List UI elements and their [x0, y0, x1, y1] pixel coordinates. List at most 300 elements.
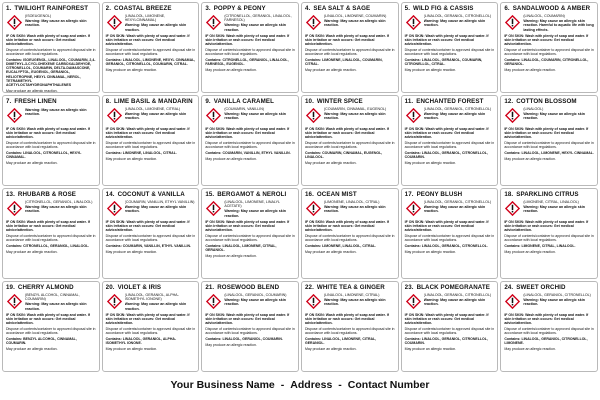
- label-dispose: Dispose of contents/container to approved disposal site in accordance with local regulations.: [504, 327, 594, 336]
- label-allergic-note: May produce an allergic reaction.: [404, 346, 457, 351]
- label-dispose: Dispose of contents/container to approved disposal site in accordance with local regulations.: [105, 48, 196, 57]
- label-grid: [2, 2, 598, 372]
- label-chemicals: (LINALOOL, LIMONENE, HEXYLCINNAMAL): [124, 14, 166, 23]
- label-title-row: [6, 284, 96, 292]
- label-card: [2, 188, 100, 279]
- label-contains: Contains: LINALOOL, LIMONENE, CITRAL, GERANIOL.: [205, 243, 277, 253]
- label-title-row: [6, 98, 96, 106]
- label-contains: Contains: LINALOOL, GERANIOL, COUMARIN, CITRONELLOL, CITRAL.: [404, 57, 483, 67]
- label-warning: Warning: May cause an allergic skin reaction.: [124, 205, 187, 214]
- label-header: [305, 14, 395, 32]
- label-chemicals: (COUMARIN, VANILLIN): [224, 107, 264, 111]
- label-number: 17.: [404, 191, 414, 198]
- label-chemicals: (COUMARIN, CINNAMAL, EUGENOL): [323, 107, 387, 111]
- label-hazard-summary: [125, 200, 196, 218]
- label-hazard-summary: [125, 107, 196, 125]
- label-allergic-note: May produce an allergic reaction.: [205, 156, 257, 161]
- label-header: [305, 107, 395, 125]
- ghs-exclamation-icon: [6, 293, 23, 310]
- label-header: [106, 14, 196, 32]
- label-title: VIOLET & IRIS: [117, 284, 162, 291]
- label-card: [201, 95, 299, 186]
- label-card: [201, 188, 299, 279]
- label-header: [504, 200, 594, 218]
- label-contains: Contains: LINALOOL, GERANIOL, COUMARIN.: [205, 336, 283, 341]
- label-title: SWEET ORCHID: [516, 284, 566, 291]
- label-warning: Warning: May cause an allergic skin reaction.: [423, 19, 486, 28]
- label-header: [504, 107, 594, 125]
- label-skin-instructions: IF ON SKIN: Wash with plenty of soap and water. If skin irritation or rash occurs: Get medical advice/attention.: [6, 220, 90, 233]
- label-allergic-note: May produce an allergic reaction.: [404, 67, 457, 72]
- label-card: [301, 188, 399, 279]
- label-hazard-summary: [324, 14, 395, 32]
- footer-separator: -: [338, 379, 342, 391]
- label-number: 9.: [205, 98, 211, 105]
- footer-business-line: [0, 374, 600, 396]
- label-title-row: [405, 191, 495, 199]
- label-title-row: [305, 98, 395, 106]
- label-warning: Warning: May cause an allergic skin reaction.: [423, 112, 486, 121]
- label-title-row: [106, 5, 196, 13]
- label-dispose: Dispose of contents/container to approved disposal site in accordance with local regulations.: [504, 141, 594, 150]
- label-dispose: Dispose of contents/container to approved disposal site in accordance with local regulations.: [404, 327, 495, 336]
- label-number: 21.: [205, 284, 215, 291]
- label-chemicals: (LINALOOL, GERANIOL, COUMARIN): [224, 293, 287, 297]
- ghs-exclamation-icon: [504, 14, 521, 31]
- label-hazard-summary: [125, 293, 196, 311]
- label-card: [500, 281, 598, 372]
- ghs-exclamation-icon: [405, 200, 422, 217]
- label-allergic-note: May produce an allergic reaction.: [6, 88, 58, 93]
- label-header: [205, 14, 295, 32]
- label-title: OCEAN MIST: [316, 191, 357, 198]
- label-title: BERGAMOT & NEROLI: [217, 191, 287, 198]
- label-number: 23.: [404, 284, 414, 291]
- label-skin-instructions: IF ON SKIN: Wash with plenty of soap and water. If skin irritation or rash occurs: Get medical advice/attention.: [404, 313, 489, 326]
- label-title: VANILLA CARAMEL: [213, 98, 274, 105]
- label-title: COTTON BLOSSOM: [516, 98, 577, 105]
- label-title: FRESH LINEN: [14, 98, 57, 105]
- label-title-row: [6, 191, 96, 199]
- label-number: 20.: [105, 284, 115, 291]
- label-title: WILD FIG & CASSIS: [413, 5, 474, 12]
- label-hazard-summary: [224, 107, 295, 125]
- ghs-exclamation-icon: [205, 107, 222, 124]
- label-dispose: Dispose of contents/container to approved disposal site in accordance with local regulations.: [404, 48, 495, 57]
- label-body: [504, 34, 594, 72]
- label-hazard-summary: [25, 293, 96, 311]
- label-number: 2.: [105, 5, 112, 12]
- label-card: [102, 281, 200, 372]
- label-title-row: [405, 284, 495, 292]
- label-dispose: Dispose of contents/container to approved disposal site in accordance with local regulations.: [304, 141, 395, 150]
- label-title-row: [305, 5, 395, 13]
- label-allergic-note: May produce an allergic reaction.: [205, 253, 257, 258]
- label-warning: Warning: May cause an allergic skin reaction.: [224, 298, 286, 307]
- label-header: [6, 293, 96, 311]
- ghs-exclamation-icon: [504, 293, 521, 310]
- label-skin-instructions: IF ON SKIN: Wash with plenty of soap and water. If skin irritation or rash occurs: Get medical advice/attention.: [404, 34, 489, 47]
- label-header: [205, 200, 295, 218]
- label-title-row: [405, 5, 495, 13]
- label-skin-instructions: IF ON SKIN: Wash with plenty of soap and water. If skin irritation or rash occurs: Get medical advice/attention.: [205, 127, 290, 140]
- label-skin-instructions: IF ON SKIN: Wash with plenty of soap and water. If skin irritation or rash occurs: Get medical advice/attention.: [504, 34, 589, 47]
- label-title: LIME BASIL & MANDARIN: [114, 98, 193, 105]
- label-header: [405, 107, 495, 125]
- label-number: 1.: [6, 5, 12, 12]
- label-dispose: Dispose of contents/container to approved disposal site in accordance with local regulations.: [105, 141, 196, 150]
- label-hazard-summary: [424, 14, 495, 32]
- label-chemicals: (LINALOOL, GERANIOL, CITRONELLOL): [423, 293, 492, 297]
- label-allergic-note: May produce an allergic reaction.: [304, 249, 357, 254]
- label-number: 19.: [6, 284, 15, 291]
- label-warning: Warning: May cause an allergic skin reaction. Harmful to aquatic life with long lasting effects.: [523, 19, 594, 32]
- label-skin-instructions: IF ON SKIN: Wash with plenty of soap and water. If skin irritation or rash occurs: Get medical advice/attention.: [304, 220, 389, 233]
- label-number: 12.: [504, 98, 514, 105]
- label-title-row: [205, 5, 295, 13]
- label-card: [102, 2, 200, 93]
- label-contains: Contains: COUMARIN, VANILLIN, ETHYL VANILLIN.: [205, 150, 291, 155]
- label-skin-instructions: IF ON SKIN: Wash with plenty of soap and water. If skin irritation or rash occurs: Get medical advice/attention.: [6, 127, 90, 140]
- label-skin-instructions: IF ON SKIN: Wash with plenty of soap and water. If skin irritation or rash occurs: Get medical advice/attention.: [404, 220, 489, 233]
- label-skin-instructions: IF ON SKIN: Wash with plenty of soap and water. If skin irritation or rash occurs: Get medical advice/attention.: [105, 34, 190, 47]
- label-header: [205, 107, 295, 125]
- label-header: [305, 293, 395, 311]
- label-card: [500, 188, 598, 279]
- ghs-exclamation-icon: [205, 200, 222, 217]
- label-header: [106, 293, 196, 311]
- label-card: [201, 2, 299, 93]
- label-header: [504, 293, 594, 311]
- label-hazard-summary: [25, 14, 96, 32]
- ghs-exclamation-icon: [6, 200, 23, 217]
- label-contains: Contains: LINALOOL, GERANIOL, CITRONELLOL.: [404, 243, 488, 248]
- label-header: [405, 200, 495, 218]
- label-chemicals: (COUMARIN, VANILLIN, ETHYL VANILLIN): [124, 200, 195, 204]
- label-allergic-note: May produce an allergic reaction.: [105, 67, 158, 72]
- label-dispose: Dispose of contents/container to approved disposal site in accordance with local regulations.: [105, 327, 196, 336]
- label-allergic-note: May produce an allergic reaction.: [6, 160, 58, 165]
- label-allergic-note: May produce an allergic reaction.: [404, 160, 457, 165]
- label-title: SEA SALT & SAGE: [313, 5, 371, 12]
- ghs-exclamation-icon: [106, 200, 123, 217]
- label-title-row: [405, 98, 495, 106]
- label-warning: Warning: May cause an allergic skin reaction.: [323, 205, 386, 214]
- label-chemicals: (LINALOOL, LIMONENE, LINALYL ACETATE): [224, 200, 280, 209]
- footer-business-name: Your Business Name: [170, 379, 275, 391]
- label-chemicals: (LINALOOL): [523, 107, 544, 111]
- ghs-exclamation-icon: [305, 107, 322, 124]
- label-body: [305, 220, 395, 254]
- label-dispose: Dispose of contents/container to approved disposal site in accordance with local regulations.: [6, 327, 96, 336]
- label-chemicals: (CITRONELLOL, GERANIOL, LINALOOL, FARNESOL): [224, 14, 292, 23]
- label-card: [2, 95, 100, 186]
- label-number: 7.: [6, 98, 12, 105]
- label-contains: Contains: LINALOOL, GERANIOL, ALPHA-ISOMETHYL IONONE.: [105, 336, 177, 346]
- label-warning: Warning: May cause an allergic skin reaction.: [224, 112, 286, 121]
- label-warning: Warning: May cause an allergic skin reaction.: [25, 108, 87, 117]
- label-body: [106, 313, 196, 351]
- label-card: [2, 2, 100, 93]
- label-contains: Contains: LINALOOL, LIMONENE, HEXYL CINNAMAL, GERANIOL, CITRONELLOL, COUMARIN, CITRAL.: [105, 57, 196, 67]
- label-header: [6, 107, 96, 125]
- label-card: [301, 95, 399, 186]
- label-body: [205, 127, 295, 161]
- label-title: WINTER SPICE: [316, 98, 363, 105]
- label-dispose: Dispose of contents/container to approved disposal site in accordance with local regulations.: [6, 48, 96, 57]
- label-card: [102, 95, 200, 186]
- label-contains: Contains: COUMARIN, CINNAMAL, EUGENOL, LINALOOL.: [304, 150, 383, 160]
- label-skin-instructions: IF ON SKIN: Wash with plenty of soap and water. If skin irritation or rash occurs: Get medical advice/attention.: [6, 34, 90, 47]
- label-title: ENCHANTED FOREST: [416, 98, 484, 105]
- ghs-exclamation-icon: [106, 293, 123, 310]
- label-hazard-summary: [224, 200, 295, 218]
- label-number: 24.: [504, 284, 514, 291]
- label-body: [305, 313, 395, 351]
- label-contains: Contains: LINALOOL, COUMARIN, CITRONELLOL, GERANIOL.: [504, 57, 589, 67]
- label-hazard-summary: [125, 14, 196, 32]
- label-body: [205, 220, 295, 258]
- ghs-exclamation-icon: [405, 293, 422, 310]
- label-chemicals: (CITRONELLOL, GERANIOL, LINALOOL): [25, 200, 93, 204]
- label-title-row: [504, 191, 594, 199]
- label-number: 11.: [404, 98, 414, 105]
- label-title-row: [205, 98, 295, 106]
- label-allergic-note: May produce an allergic reaction.: [304, 160, 357, 165]
- label-skin-instructions: IF ON SKIN: Wash with plenty of soap and water. If skin irritation or rash occurs: Get medical advice/attention.: [504, 127, 589, 140]
- label-dispose: Dispose of contents/container to approved disposal site in accordance with local regulations.: [205, 48, 295, 57]
- label-skin-instructions: IF ON SKIN: Wash with plenty of soap and water. If skin irritation or rash occurs: Get medical advice/attention.: [304, 313, 389, 326]
- label-body: [106, 34, 196, 72]
- label-header: [6, 14, 96, 32]
- label-title: BLACK POMEGRANATE: [416, 284, 490, 291]
- label-allergic-note: May produce an allergic reaction.: [304, 67, 357, 72]
- label-body: [6, 34, 96, 93]
- label-number: 8.: [105, 98, 112, 105]
- label-dispose: Dispose of contents/container to approved disposal site in accordance with local regulations.: [205, 141, 295, 150]
- label-title: SPARKLING CITRUS: [516, 191, 579, 198]
- label-card: [401, 281, 499, 372]
- label-body: [106, 127, 196, 161]
- label-contains: Contains: BENZYL ALCOHOL, CINNAMAL, COUMARIN.: [6, 336, 77, 346]
- label-card: [500, 95, 598, 186]
- label-contains: Contains: LINALOOL, GERANIOL, CITRONELLOL, LIMONENE.: [504, 336, 588, 346]
- label-hazard-summary: [424, 107, 495, 125]
- footer-separator: -: [280, 379, 285, 391]
- label-dispose: Dispose of contents/container to approved disposal site in accordance with local regulations.: [105, 234, 196, 243]
- label-body: [205, 34, 295, 72]
- label-hazard-summary: [324, 107, 395, 125]
- label-body: [405, 127, 495, 165]
- label-header: [106, 107, 196, 125]
- label-skin-instructions: IF ON SKIN: Wash with plenty of soap and water. If skin irritation or rash occurs: Get medical advice/attention.: [304, 34, 389, 47]
- label-allergic-note: May produce an allergic reaction.: [205, 67, 257, 72]
- label-header: [405, 14, 495, 32]
- label-warning: Warning: May cause an allergic skin reaction.: [124, 302, 187, 311]
- label-contains: Contains: LINALOOL, CITRONELLOL, HEXYL CINNAMAL.: [6, 150, 82, 160]
- label-contains: Contains: LIMONENE, LINALOOL, CITRAL.: [304, 243, 377, 248]
- label-warning: Warning: May cause an allergic skin reaction.: [523, 298, 585, 307]
- label-allergic-note: May produce an allergic reaction.: [6, 346, 58, 351]
- label-allergic-note: May produce an allergic reaction.: [504, 67, 556, 72]
- label-body: [305, 34, 395, 72]
- label-header: [6, 200, 96, 218]
- label-warning: Warning: May cause an allergic skin reaction.: [224, 209, 286, 218]
- label-number: 16.: [304, 191, 314, 198]
- label-warning: Warning: May cause an allergic skin reaction.: [25, 19, 87, 28]
- ghs-exclamation-icon: [6, 107, 23, 124]
- label-warning: Warning: May cause an allergic skin reaction.: [523, 112, 585, 121]
- label-title-row: [504, 5, 594, 13]
- label-title: WHITE TEA & GINGER: [316, 284, 385, 291]
- label-card: [401, 188, 499, 279]
- label-number: 3.: [205, 5, 211, 12]
- label-dispose: Dispose of contents/container to approved disposal site in accordance with local regulations.: [205, 234, 295, 243]
- label-contains: Contains: LINALOOL, GERANIOL, CITRONELLOL, COUMARIN.: [404, 336, 488, 346]
- label-dispose: Dispose of contents/container to approved disposal site in accordance with local regulations.: [205, 327, 295, 336]
- ghs-exclamation-icon: [305, 200, 322, 217]
- label-title: SANDALWOOD & AMBER: [512, 5, 591, 12]
- label-body: [106, 220, 196, 254]
- label-chemicals: (LINALOOL, LIMONENE, COUMARIN): [323, 14, 387, 18]
- label-contains: Contains: LIMONENE, LINALOOL, CITRAL.: [105, 150, 177, 155]
- ghs-exclamation-icon: [504, 200, 521, 217]
- label-number: 14.: [105, 191, 115, 198]
- label-skin-instructions: IF ON SKIN: Wash with plenty of soap and water. If skin irritation or rash occurs: Get medical advice/attention.: [304, 127, 389, 140]
- label-title: CHERRY ALMOND: [17, 284, 74, 291]
- label-dispose: Dispose of contents/container to approved disposal site in accordance with local regulations.: [304, 234, 395, 243]
- label-title: COASTAL BREEZE: [114, 5, 172, 12]
- label-contains: Contains: LIMONENE, CITRAL, LINALOOL.: [504, 243, 576, 248]
- label-chemicals: (LINALOOL, GERANIOL, CITRONELLOL): [423, 14, 492, 18]
- ghs-exclamation-icon: [6, 14, 23, 31]
- label-title-row: [205, 284, 295, 292]
- label-body: [504, 127, 594, 161]
- label-title-row: [106, 191, 196, 199]
- label-warning: Warning: May cause an allergic skin reaction.: [224, 23, 286, 32]
- ghs-exclamation-icon: [106, 14, 123, 31]
- label-title-row: [305, 191, 395, 199]
- label-chemicals: (LINALOOL, GERANIOL, CITRONELLOL): [523, 293, 591, 297]
- label-contains: Contains: CITRONELLOL, GERANIOL, LINALOOL, FARNESOL, EUGENOL.: [205, 57, 289, 67]
- label-hazard-summary: [324, 293, 395, 311]
- label-body: [405, 220, 495, 254]
- label-body: [405, 313, 495, 351]
- label-chemicals: (LINALOOL, COUMARIN): [523, 14, 565, 18]
- label-body: [6, 313, 96, 351]
- footer-address: Address: [290, 379, 333, 391]
- label-warning: Warning: May cause an allergic skin reaction.: [124, 23, 187, 32]
- ghs-exclamation-icon: [205, 293, 222, 310]
- label-skin-instructions: IF ON SKIN: Wash with plenty of soap and water. If skin irritation or rash occurs: Get medical advice/attention.: [105, 220, 190, 233]
- label-hazard-summary: [224, 14, 295, 32]
- label-body: [205, 313, 295, 347]
- label-warning: Warning: May cause an allergic skin reaction.: [25, 205, 87, 214]
- ghs-exclamation-icon: [106, 107, 123, 124]
- label-dispose: Dispose of contents/container to approved disposal site in accordance with local regulations.: [304, 327, 395, 336]
- label-dispose: Dispose of contents/container to approved disposal site in accordance with local regulations.: [404, 141, 495, 150]
- label-title-row: [106, 98, 196, 106]
- label-warning: Warning: May cause an allergic skin reaction.: [423, 298, 486, 307]
- ghs-exclamation-icon: [405, 14, 422, 31]
- label-warning: Warning: May cause an allergic skin reaction.: [323, 19, 386, 28]
- label-number: 18.: [504, 191, 514, 198]
- label-card: [301, 2, 399, 93]
- label-card: [301, 281, 399, 372]
- label-title-row: [504, 284, 594, 292]
- label-number: 10.: [304, 98, 314, 105]
- label-skin-instructions: IF ON SKIN: Wash with plenty of soap and water. If skin irritation or rash occurs: Get medical advice/attention.: [6, 313, 90, 326]
- label-skin-instructions: IF ON SKIN: Wash with plenty of soap and water. If skin irritation or rash occurs: Get medical advice/attention.: [105, 313, 190, 326]
- ghs-exclamation-icon: [305, 14, 322, 31]
- label-contains: Contains: LINALOOL, LIMONENE, CITRAL, GERANIOL.: [304, 336, 377, 346]
- label-allergic-note: May produce an allergic reaction.: [504, 156, 556, 161]
- label-contains: Contains: COUMARIN, VANILLIN, ETHYL VANILLIN.: [105, 243, 192, 248]
- label-card: [401, 2, 499, 93]
- label-card: [401, 95, 499, 186]
- label-title-row: [106, 284, 196, 292]
- label-skin-instructions: IF ON SKIN: Wash with plenty of soap and water. If skin irritation or rash occurs: Get medical advice/attention.: [105, 127, 190, 140]
- label-chemicals: (LINALOOL, LIMONENE, CITRAL): [124, 107, 181, 111]
- label-contains: Contains: LIMONENE, LINALOOL, COUMARIN, CITRAL.: [304, 57, 383, 67]
- label-number: 5.: [404, 5, 411, 12]
- label-title: POPPY & PEONY: [213, 5, 266, 12]
- label-allergic-note: May produce an allergic reaction.: [105, 346, 158, 351]
- label-hazard-summary: [424, 293, 495, 311]
- label-hazard-summary: [523, 107, 594, 125]
- ghs-exclamation-icon: [405, 107, 422, 124]
- ghs-exclamation-icon: [504, 107, 521, 124]
- label-body: [504, 313, 594, 351]
- label-contains: Contains: LINALOOL, GERANIOL, CITRONELLOL, COUMARIN.: [404, 150, 488, 160]
- label-header: [504, 14, 594, 32]
- label-card: [102, 188, 200, 279]
- label-contains: Contains: CITRONELLOL, GERANIOL, LINALOOL.: [6, 243, 90, 248]
- label-chemicals: (LINALOOL, LIMONENE, CITRAL): [323, 293, 380, 297]
- label-title: COCONUT & VANILLA: [117, 191, 185, 198]
- label-chemicals: (LINALOOL, GERANIOL, CITRONELLOL): [423, 200, 492, 204]
- ghs-exclamation-icon: [205, 14, 222, 31]
- label-allergic-note: May produce an allergic reaction.: [105, 156, 158, 161]
- label-hazard-summary: [523, 14, 594, 32]
- label-chemicals: (LINALOOL, GERANIOL, ALPHA-ISOMETHYL IONONE): [124, 293, 179, 302]
- label-title-row: [6, 5, 96, 13]
- label-body: [6, 220, 96, 254]
- label-dispose: Dispose of contents/container to approved disposal site in accordance with local regulations.: [404, 234, 495, 243]
- label-warning: Warning: May cause an allergic skin reaction.: [323, 298, 386, 307]
- label-hazard-summary: [523, 200, 594, 218]
- label-title-row: [305, 284, 395, 292]
- label-allergic-note: May produce an allergic reaction.: [504, 346, 556, 351]
- label-body: [6, 127, 96, 165]
- label-warning: Warning: May cause an allergic skin reaction.: [124, 112, 187, 121]
- label-skin-instructions: IF ON SKIN: Wash with plenty of soap and water. If skin irritation or rash occurs: Get medical advice/attention.: [504, 313, 589, 326]
- label-hazard-summary: [25, 107, 96, 125]
- label-warning: Warning: May cause an allergic skin reaction.: [25, 302, 87, 311]
- label-chemicals: (LIMONENE, LINALOOL, CITRAL): [323, 200, 380, 204]
- label-skin-instructions: IF ON SKIN: Wash with plenty of soap and water. If skin irritation or rash occurs: Get medical advice/attention.: [205, 313, 290, 326]
- label-warning: Warning: May cause an allergic skin reaction.: [423, 205, 486, 214]
- label-title-row: [205, 191, 295, 199]
- label-header: [405, 293, 495, 311]
- label-number: 4.: [304, 5, 311, 12]
- label-dispose: Dispose of contents/container to approved disposal site in accordance with local regulations.: [304, 48, 395, 57]
- label-title: PEONY BLUSH: [416, 191, 463, 198]
- label-chemicals: (BENZYL ALCOHOL, CINNAMAL, COUMARIN): [25, 293, 80, 302]
- label-skin-instructions: IF ON SKIN: Wash with plenty of soap and water. If skin irritation or rash occurs: Get medical advice/attention.: [205, 34, 290, 47]
- label-card: [201, 281, 299, 372]
- label-header: [205, 293, 295, 311]
